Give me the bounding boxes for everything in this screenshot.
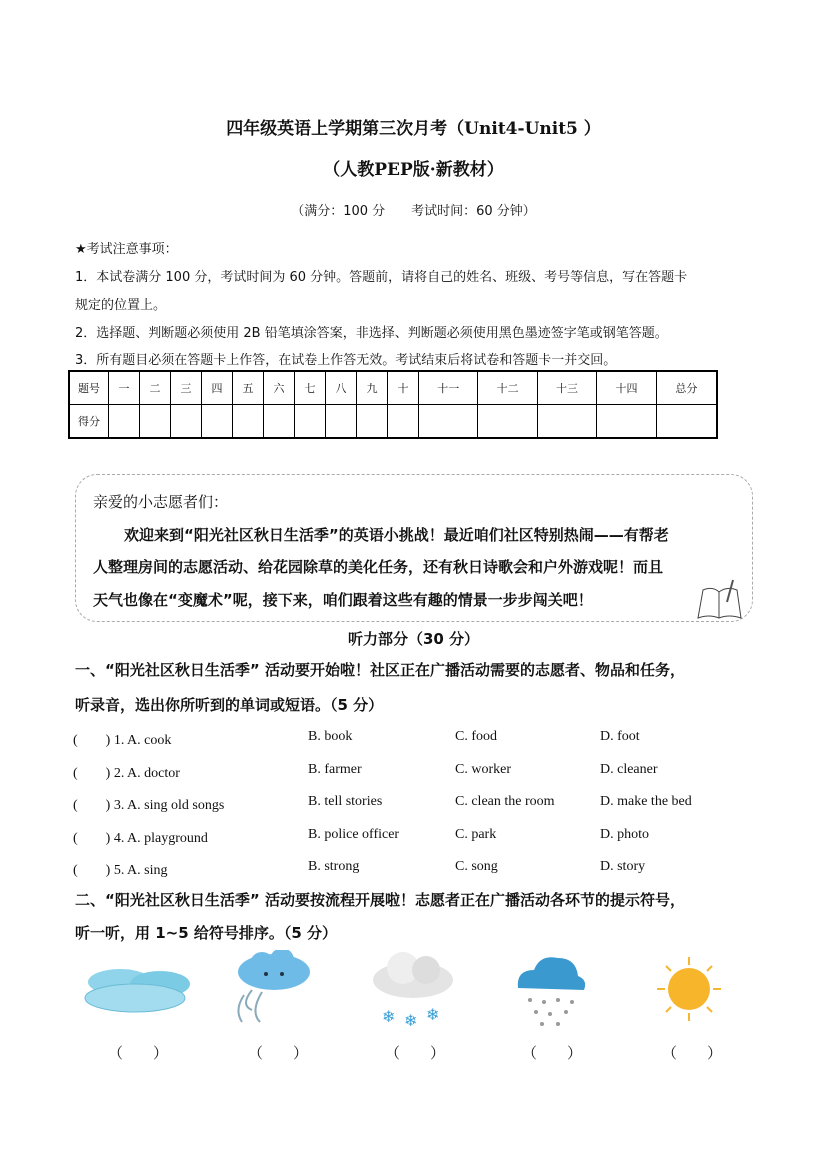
section1-instructions: 一、“阳光社区秋日生活季” 活动要开始啦！社区正在广播活动需要的志愿者、物品和任务， — [75, 661, 685, 679]
score-table — [68, 370, 718, 439]
score-table-header: 十三 — [537, 371, 596, 405]
note-line: 3．所有题目必须在答题卡上作答，在试卷上作答无效。考试结束后将试卷和答题卡一并交回。 — [75, 353, 617, 368]
section2-instructions: 听一听，用 1~5 给符号排序。（5 分） — [75, 924, 338, 942]
score-cell[interactable] — [295, 405, 326, 439]
intro-line: 天气也像在“变魔术”呢，接下来，咱们跟着这些有趣的情景一步步闯关吧！ — [93, 591, 593, 609]
svg-text:❄: ❄ — [382, 1007, 396, 1026]
score-table-header: 三 — [171, 371, 202, 405]
intro-line: 欢迎来到“阳光社区秋日生活季”的英语小挑战！最近咱们社区特别热闹——有帮老 — [124, 526, 669, 544]
answer-blank[interactable]: （ ） — [662, 1044, 723, 1062]
note-line: 规定的位置上。 — [75, 298, 167, 313]
score-cell[interactable] — [537, 405, 596, 439]
exam-subtitle: （人教PEP版·新教材） — [323, 160, 504, 180]
answer-option: C. clean the room — [455, 794, 555, 809]
score-cell[interactable] — [357, 405, 388, 439]
note-line: 1．本试卷满分 100 分，考试时间为 60 分钟。答题前，请将自己的姓名、班级、考号等信息，写在答题卡 — [75, 270, 688, 285]
snow-icon — [368, 950, 458, 1030]
answer-option: D. photo — [600, 826, 649, 842]
note-line: 2．选择题、判断题必须使用 2B 铅笔填涂答案，非选择、判断题必须使用黑色墨迹签字笔或钢笔答题。 — [75, 326, 668, 341]
exam-title: 四年级英语上学期第三次月考（Unit4-Unit5 ） — [226, 119, 601, 139]
notes-heading: ★考试注意事项： — [75, 242, 178, 257]
answer-option: B. strong — [308, 859, 360, 874]
cloudy-icon — [80, 960, 195, 1020]
score-table-header: 六 — [264, 371, 295, 405]
section1-instructions: 听录音，选出你所听到的单词或短语。（5 分） — [75, 696, 384, 714]
answer-blank[interactable]: （ ） — [108, 1044, 169, 1062]
answer-option: C. park — [455, 826, 497, 842]
question-stem: ( ) 4. A. playground — [73, 830, 208, 846]
answer-option: D. make the bed — [600, 794, 692, 809]
score-table-header: 总分 — [656, 371, 717, 405]
answer-option: B. book — [308, 729, 353, 744]
svg-text:❄: ❄ — [404, 1011, 418, 1030]
section2-instructions: 二、“阳光社区秋日生活季” 活动要按流程开展啦！志愿者正在广播活动各环节的提示符号， — [75, 891, 685, 909]
answer-option: C. food — [455, 729, 497, 744]
score-table-header: 十二 — [478, 371, 537, 405]
score-table-header: 二 — [140, 371, 171, 405]
answer-option: B. police officer — [308, 826, 400, 842]
answer-option: C. worker — [455, 761, 511, 777]
answer-option: D. foot — [600, 729, 640, 744]
score-table-header: 五 — [233, 371, 264, 405]
answer-option: B. tell stories — [308, 794, 383, 809]
score-table-header: 十四 — [597, 371, 656, 405]
score-cell[interactable] — [478, 405, 537, 439]
score-cell[interactable] — [419, 405, 478, 439]
score-table-header: 七 — [295, 371, 326, 405]
score-cell[interactable] — [597, 405, 656, 439]
score-cell[interactable] — [656, 405, 717, 439]
windy-icon — [232, 950, 317, 1030]
score-table-header: 题号 — [69, 371, 109, 405]
book-icon — [695, 578, 745, 623]
question-stem: ( ) 2. A. doctor — [73, 765, 180, 781]
score-table-header: 四 — [202, 371, 233, 405]
score-cell[interactable] — [171, 405, 202, 439]
intro-greeting: 亲爱的小志愿者们： — [93, 493, 229, 511]
score-cell[interactable] — [109, 405, 140, 439]
score-table-header: 十一 — [419, 371, 478, 405]
score-table-header: 一 — [109, 371, 140, 405]
answer-blank[interactable]: （ ） — [522, 1044, 583, 1062]
listening-title: 听力部分（30 分） — [347, 630, 480, 648]
question-stem: ( ) 3. A. sing old songs — [73, 798, 225, 813]
answer-option: D. cleaner — [600, 761, 658, 777]
score-info: （满分：100 分 考试时间：60 分钟） — [291, 204, 536, 219]
answer-blank[interactable]: （ ） — [385, 1044, 446, 1062]
score-cell[interactable] — [140, 405, 171, 439]
sunny-icon — [652, 955, 727, 1025]
answer-blank[interactable]: （ ） — [248, 1044, 309, 1062]
answer-option: C. song — [455, 859, 498, 874]
question-stem: ( ) 1. A. cook — [73, 733, 172, 748]
score-cell[interactable] — [326, 405, 357, 439]
answer-option: B. farmer — [308, 761, 362, 777]
score-row-label: 得分 — [69, 405, 109, 439]
score-table-header: 九 — [357, 371, 388, 405]
question-stem: ( ) 5. A. sing — [73, 863, 168, 878]
intro-line: 人整理房间的志愿活动、给花园除草的美化任务，还有秋日诗歌会和户外游戏呢！而且 — [93, 558, 664, 576]
score-table-header: 八 — [326, 371, 357, 405]
answer-option: D. story — [600, 859, 646, 874]
score-cell[interactable] — [388, 405, 419, 439]
score-cell[interactable] — [264, 405, 295, 439]
score-table-header: 十 — [388, 371, 419, 405]
score-cell[interactable] — [202, 405, 233, 439]
rain-icon — [510, 950, 590, 1030]
score-cell[interactable] — [233, 405, 264, 439]
svg-text:❄: ❄ — [426, 1005, 440, 1024]
